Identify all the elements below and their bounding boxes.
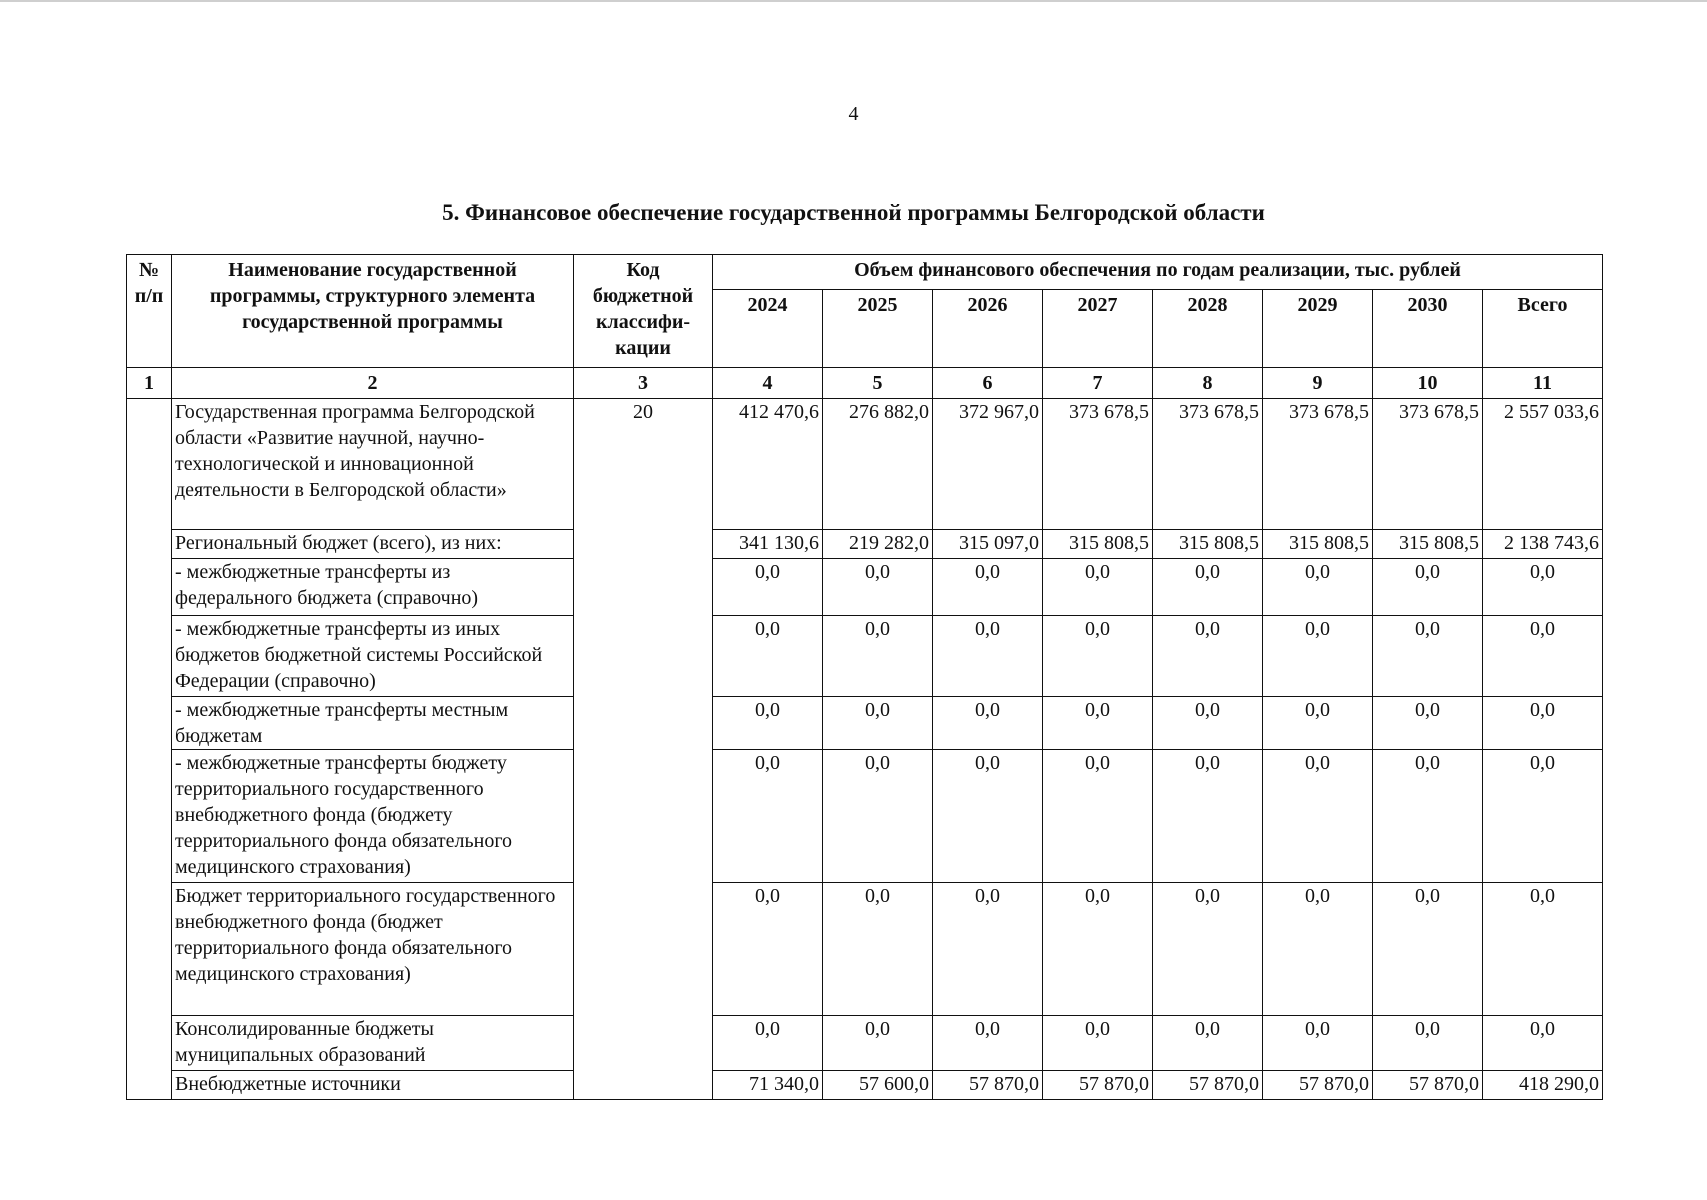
value-cell: 0,0 — [1043, 559, 1153, 616]
total-cell: 2 138 743,6 — [1483, 530, 1603, 559]
table-row — [127, 559, 1603, 616]
value-cell: 315 808,5 — [1263, 530, 1373, 559]
column-number: 8 — [1153, 368, 1263, 399]
header-code: Код бюджетной классифи-кации — [574, 255, 713, 368]
column-number: 9 — [1263, 368, 1373, 399]
value-cell: 0,0 — [1263, 750, 1373, 883]
value-cell: 0,0 — [713, 1016, 823, 1071]
value-cell: 0,0 — [1373, 559, 1483, 616]
header-name: Наименование государственной программы, структурного элемента государственной программы — [172, 255, 574, 368]
value-cell: 0,0 — [1373, 697, 1483, 750]
value-cell: 0,0 — [933, 883, 1043, 1016]
header-total: Всего — [1483, 290, 1603, 368]
table-row — [127, 1016, 1603, 1071]
total-cell: 2 557 033,6 — [1483, 399, 1603, 530]
value-cell: 341 130,6 — [713, 530, 823, 559]
header-year: 2026 — [933, 290, 1043, 368]
value-cell: 0,0 — [713, 883, 823, 1016]
value-cell: 0,0 — [1153, 616, 1263, 697]
header-volume: Объем финансового обеспечения по годам реализации, тыс. рублей — [713, 255, 1603, 290]
column-number: 1 — [127, 368, 172, 399]
value-cell: 373 678,5 — [1153, 399, 1263, 530]
table-row — [127, 697, 1603, 750]
value-cell: 57 870,0 — [1153, 1071, 1263, 1100]
row-name: - межбюджетные трансферты из иных бюджетов бюджетной системы Российской Федерации (справочно) — [172, 616, 574, 697]
total-cell: 0,0 — [1483, 697, 1603, 750]
scan-edge-line — [0, 0, 1707, 2]
row-name: - межбюджетные трансферты местным бюджетам — [172, 697, 574, 750]
value-cell: 0,0 — [1373, 883, 1483, 1016]
header-year: 2029 — [1263, 290, 1373, 368]
value-cell: 0,0 — [1263, 559, 1373, 616]
header-year: 2024 — [713, 290, 823, 368]
value-cell: 0,0 — [1153, 750, 1263, 883]
value-cell: 0,0 — [933, 750, 1043, 883]
value-cell: 373 678,5 — [1043, 399, 1153, 530]
value-cell: 0,0 — [823, 883, 933, 1016]
value-cell: 412 470,6 — [713, 399, 823, 530]
table-row — [127, 750, 1603, 883]
value-cell: 57 870,0 — [1263, 1071, 1373, 1100]
value-cell: 315 097,0 — [933, 530, 1043, 559]
value-cell: 0,0 — [1043, 616, 1153, 697]
value-cell: 0,0 — [823, 616, 933, 697]
value-cell: 0,0 — [933, 616, 1043, 697]
header-year: 2030 — [1373, 290, 1483, 368]
row-name: Консолидированные бюджеты муниципальных образований — [172, 1016, 574, 1071]
value-cell: 0,0 — [1043, 750, 1153, 883]
value-cell: 0,0 — [1263, 616, 1373, 697]
value-cell: 0,0 — [1373, 616, 1483, 697]
value-cell: 219 282,0 — [823, 530, 933, 559]
total-cell: 0,0 — [1483, 1016, 1603, 1071]
row-name: Государственная программа Белгородской области «Развитие научной, научно-технологической и инновационной деятельности в Белгородской области» — [172, 399, 574, 530]
column-number: 10 — [1373, 368, 1483, 399]
value-cell: 57 870,0 — [1373, 1071, 1483, 1100]
column-number: 11 — [1483, 368, 1603, 399]
value-cell: 315 808,5 — [1043, 530, 1153, 559]
value-cell: 0,0 — [1263, 1016, 1373, 1071]
page-number: 4 — [848, 103, 859, 125]
value-cell: 0,0 — [933, 1016, 1043, 1071]
column-number: 5 — [823, 368, 933, 399]
financing-table — [126, 254, 1603, 1100]
value-cell: 0,0 — [1043, 697, 1153, 750]
table-row — [127, 530, 1603, 559]
value-cell: 0,0 — [823, 750, 933, 883]
table-row — [127, 616, 1603, 697]
total-cell: 0,0 — [1483, 559, 1603, 616]
value-cell: 0,0 — [1153, 559, 1263, 616]
table-row — [127, 399, 1603, 530]
value-cell: 0,0 — [713, 697, 823, 750]
value-cell: 0,0 — [1373, 1016, 1483, 1071]
total-cell: 0,0 — [1483, 750, 1603, 883]
value-cell: 57 870,0 — [1043, 1071, 1153, 1100]
column-number: 7 — [1043, 368, 1153, 399]
total-cell: 0,0 — [1483, 883, 1603, 1016]
value-cell: 0,0 — [1153, 1016, 1263, 1071]
column-number: 4 — [713, 368, 823, 399]
value-cell: 0,0 — [1043, 883, 1153, 1016]
table-row — [127, 883, 1603, 1016]
value-cell: 0,0 — [823, 1016, 933, 1071]
value-cell: 0,0 — [933, 559, 1043, 616]
column-number: 6 — [933, 368, 1043, 399]
column-number: 2 — [172, 368, 574, 399]
value-cell: 71 340,0 — [713, 1071, 823, 1100]
value-cell: 0,0 — [1263, 883, 1373, 1016]
row-name: Внебюджетные источники — [172, 1071, 574, 1100]
value-cell: 373 678,5 — [1263, 399, 1373, 530]
document-title: 5. Финансовое обеспечение государственной программы Белгородской области — [442, 200, 1265, 225]
value-cell: 0,0 — [1373, 750, 1483, 883]
total-cell: 0,0 — [1483, 616, 1603, 697]
value-cell: 373 678,5 — [1373, 399, 1483, 530]
header-year: 2027 — [1043, 290, 1153, 368]
value-cell: 0,0 — [823, 559, 933, 616]
header-year: 2028 — [1153, 290, 1263, 368]
row-number-cell — [127, 399, 172, 1100]
value-cell: 0,0 — [1043, 1016, 1153, 1071]
header-num: № п/п — [127, 255, 172, 368]
row-name: Бюджет территориального государственного внебюджетного фонда (бюджет территориального фонда обязательного медицинского страхования) — [172, 883, 574, 1016]
value-cell: 0,0 — [823, 697, 933, 750]
value-cell: 0,0 — [1153, 697, 1263, 750]
value-cell: 0,0 — [933, 697, 1043, 750]
value-cell: 57 600,0 — [823, 1071, 933, 1100]
value-cell: 0,0 — [713, 616, 823, 697]
column-number: 3 — [574, 368, 713, 399]
budget-code: 20 — [574, 399, 713, 1100]
value-cell: 276 882,0 — [823, 399, 933, 530]
header-year: 2025 — [823, 290, 933, 368]
value-cell: 372 967,0 — [933, 399, 1043, 530]
row-name: - межбюджетные трансферты бюджету территориального государственного внебюджетного фонда (бюджету территориального фонда обязательного медицинского страхования) — [172, 750, 574, 883]
value-cell: 0,0 — [1153, 883, 1263, 1016]
value-cell: 315 808,5 — [1373, 530, 1483, 559]
value-cell: 57 870,0 — [933, 1071, 1043, 1100]
table-row — [127, 1071, 1603, 1100]
row-name: Региональный бюджет (всего), из них: — [172, 530, 574, 559]
total-cell: 418 290,0 — [1483, 1071, 1603, 1100]
value-cell: 0,0 — [1263, 697, 1373, 750]
value-cell: 0,0 — [713, 750, 823, 883]
value-cell: 0,0 — [713, 559, 823, 616]
row-name: - межбюджетные трансферты из федерального бюджета (справочно) — [172, 559, 574, 616]
value-cell: 315 808,5 — [1153, 530, 1263, 559]
